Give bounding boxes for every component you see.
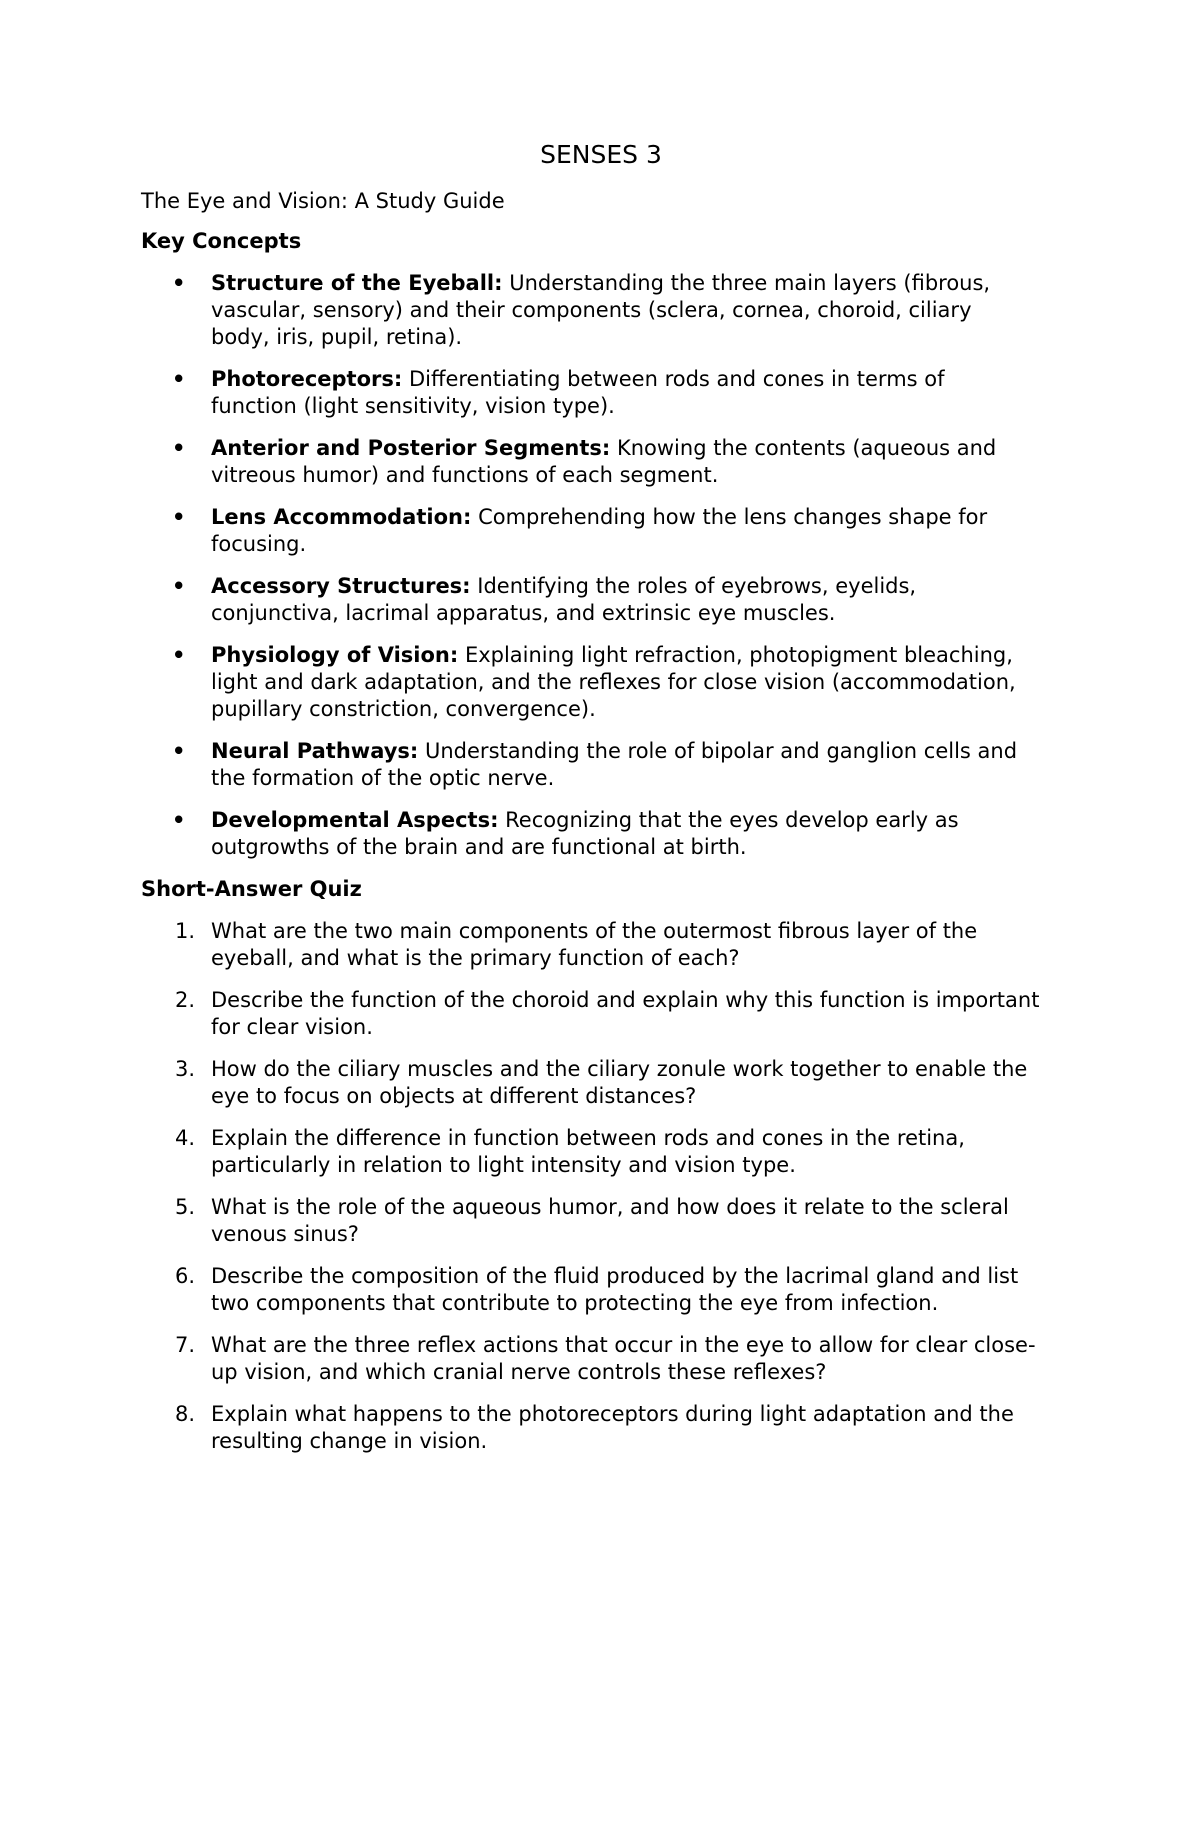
concept-term: Physiology of Vision: xyxy=(211,643,459,667)
quiz-number: 4. xyxy=(175,1126,196,1150)
concept-text: Understanding the role of bipolar and ganglion cells and the formation of the optic nerve. xyxy=(211,739,1018,790)
quiz-question: What are the three reflex actions that occur in the eye to allow for clear close-up vision, and which cranial nerve controls these reflexes? xyxy=(211,1333,1036,1384)
key-concept-item xyxy=(141,270,1061,351)
quiz-number: 1. xyxy=(175,919,196,943)
quiz-item xyxy=(141,1332,1061,1386)
key-concepts-list xyxy=(141,270,1061,861)
concept-text: Recognizing that the eyes develop early as outgrowths of the brain and are functional at birth. xyxy=(211,808,959,859)
quiz-item xyxy=(141,1401,1061,1455)
key-concept-item xyxy=(141,738,1061,792)
bullet-icon: • xyxy=(172,574,186,598)
quiz-question: Explain the difference in function between rods and cones in the retina, particularly in relation to light intensity and vision type. xyxy=(211,1126,965,1177)
concept-term: Lens Accommodation: xyxy=(211,505,472,529)
quiz-question: What are the two main components of the outermost fibrous layer of the eyeball, and what is the primary function of each? xyxy=(211,919,978,970)
key-concept-item xyxy=(141,807,1061,861)
key-concept-item xyxy=(141,504,1061,558)
key-concept-item xyxy=(141,642,1061,723)
concept-term: Developmental Aspects: xyxy=(211,808,499,832)
bullet-icon: • xyxy=(172,808,186,832)
bullet-icon: • xyxy=(172,505,186,529)
concept-text: Understanding the three main layers (fibrous, vascular, sensory) and their components (sclera, cornea, choroid, ciliary body, iris, pupil, retina). xyxy=(211,271,991,349)
concept-term: Accessory Structures: xyxy=(211,574,471,598)
quiz-item xyxy=(141,918,1061,972)
concept-term: Photoreceptors: xyxy=(211,367,403,391)
quiz-item xyxy=(141,1125,1061,1179)
quiz-question: Explain what happens to the photoreceptors during light adaptation and the resulting change in vision. xyxy=(211,1402,1014,1453)
document-page xyxy=(141,140,1061,1470)
quiz-list xyxy=(141,918,1061,1455)
concept-term: Neural Pathways: xyxy=(211,739,419,763)
bullet-icon: • xyxy=(172,739,186,763)
quiz-number: 8. xyxy=(175,1402,196,1426)
quiz-question: Describe the composition of the fluid produced by the lacrimal gland and list two components that contribute to protecting the eye from infection. xyxy=(211,1264,1019,1315)
quiz-number: 3. xyxy=(175,1057,196,1081)
concept-text: Knowing the contents (aqueous and vitreous humor) and functions of each segment. xyxy=(211,436,997,487)
key-concept-item xyxy=(141,435,1061,489)
quiz-number: 6. xyxy=(175,1264,196,1288)
document-subtitle: The Eye and Vision: A Study Guide xyxy=(141,189,505,213)
quiz-question: Describe the function of the choroid and explain why this function is important for clear vision. xyxy=(211,988,1040,1039)
key-concepts-heading: Key Concepts xyxy=(141,229,302,253)
quiz-question: What is the role of the aqueous humor, and how does it relate to the scleral venous sinus? xyxy=(211,1195,1009,1246)
bullet-icon: • xyxy=(172,367,186,391)
quiz-item xyxy=(141,1194,1061,1248)
document-title: SENSES 3 xyxy=(540,140,662,169)
bullet-icon: • xyxy=(172,436,186,460)
quiz-heading: Short-Answer Quiz xyxy=(141,877,362,901)
key-concept-item xyxy=(141,573,1061,627)
quiz-question: How do the ciliary muscles and the ciliary zonule work together to enable the eye to focus on objects at different distances? xyxy=(211,1057,1028,1108)
quiz-number: 5. xyxy=(175,1195,196,1219)
concept-term: Anterior and Posterior Segments: xyxy=(211,436,611,460)
quiz-item xyxy=(141,1263,1061,1317)
concept-text: Identifying the roles of eyebrows, eyelids, conjunctiva, lacrimal apparatus, and extrinsic eye muscles. xyxy=(211,574,917,625)
concept-text: Differentiating between rods and cones in terms of function (light sensitivity, vision type). xyxy=(211,367,945,418)
quiz-item xyxy=(141,1056,1061,1110)
bullet-icon: • xyxy=(172,643,186,667)
quiz-number: 2. xyxy=(175,988,196,1012)
concept-text: Comprehending how the lens changes shape for focusing. xyxy=(211,505,988,556)
quiz-item xyxy=(141,987,1061,1041)
quiz-number: 7. xyxy=(175,1333,196,1357)
concept-text: Explaining light refraction, photopigment bleaching, light and dark adaptation, and the reflexes for close vision (accommodation, pupillary constriction, convergence). xyxy=(211,643,1016,721)
key-concept-item xyxy=(141,366,1061,420)
bullet-icon: • xyxy=(172,271,186,295)
concept-term: Structure of the Eyeball: xyxy=(211,271,503,295)
